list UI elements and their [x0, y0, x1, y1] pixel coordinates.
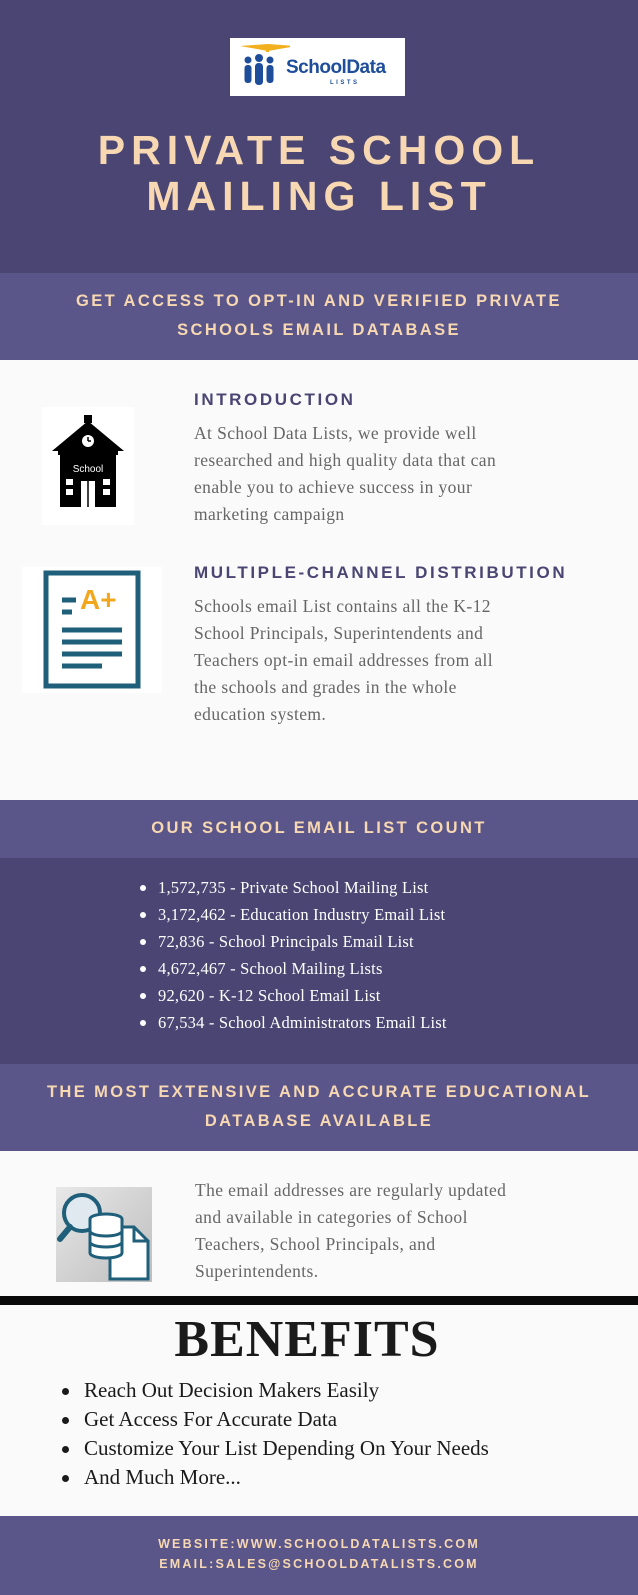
count-item: [140, 955, 447, 982]
database-line: The email addresses are regularly updated: [195, 1180, 507, 1200]
access-banner-line1: GET ACCESS TO OPT-IN AND VERIFIED PRIVATE: [76, 292, 562, 310]
count-item-text: 67,534 - School Administrators Email List: [158, 1013, 447, 1032]
extensive-banner-line2: DATABASE AVAILABLE: [204, 1112, 434, 1130]
distribution-line: education system.: [194, 704, 327, 724]
page-title-line2: MAILING LIST: [146, 173, 492, 219]
count-item: [140, 1009, 447, 1036]
count-item-text: 1,572,735 - Private School Mailing List: [158, 878, 429, 897]
benefits-title: BENEFITS: [174, 1311, 440, 1368]
extensive-banner-line1: THE MOST EXTENSIVE AND ACCURATE EDUCATIONAL: [46, 1083, 592, 1101]
bullet: [140, 939, 146, 945]
distribution-line: the schools and grades in the whole: [194, 677, 457, 697]
footer-website-link[interactable]: WEBSITE:WWW.SCHOOLDATALISTS.COM: [158, 1537, 480, 1551]
bullet: [62, 1417, 69, 1424]
count-item-text: 92,620 - K-12 School Email List: [158, 986, 381, 1005]
bullet: [140, 993, 146, 999]
bullet: [140, 912, 146, 918]
distribution-line: Teachers opt-in email addresses from all: [194, 650, 494, 670]
grade-report-icon: [22, 567, 162, 693]
count-item: [140, 928, 447, 955]
distribution-text: [194, 593, 493, 728]
intro-line: At School Data Lists, we provide well: [194, 423, 477, 443]
bullet: [140, 1020, 146, 1026]
footer-email-link[interactable]: EMAIL:SALES@SCHOOLDATALISTS.COM: [159, 1557, 479, 1571]
logo-name: SchoolData: [286, 57, 386, 78]
access-banner-line2: SCHOOLS EMAIL DATABASE: [177, 321, 461, 339]
logo-subtitle: LISTS: [330, 80, 360, 86]
count-item: [140, 901, 447, 928]
intro-line: marketing campaign: [194, 504, 345, 524]
benefit-item-text: Get Access For Accurate Data: [84, 1407, 338, 1431]
intro-heading: INTRODUCTION: [194, 390, 356, 409]
count-list: [140, 874, 447, 1036]
school-building-icon: [42, 407, 134, 525]
logo-people-icon: [238, 40, 290, 92]
school-icon-label: School: [72, 464, 104, 475]
benefit-item: [62, 1405, 489, 1434]
bullet: [62, 1446, 69, 1453]
intro-text: [194, 420, 496, 528]
extensive-banner: [0, 1064, 638, 1151]
database-line: Superintendents.: [195, 1261, 319, 1281]
intro-line: researched and high quality data that can: [194, 450, 497, 470]
page-title: [0, 127, 638, 219]
count-item: [140, 982, 447, 1009]
distribution-heading: MULTIPLE-CHANNEL DISTRIBUTION: [194, 563, 568, 582]
benefit-item: [62, 1434, 489, 1463]
bullet: [140, 966, 146, 972]
database-text: [195, 1177, 506, 1285]
count-banner-title: OUR SCHOOL EMAIL LIST COUNT: [151, 819, 487, 837]
bullet: [62, 1475, 69, 1482]
page-title-line1: PRIVATE SCHOOL: [97, 127, 541, 173]
bullet: [140, 885, 146, 891]
benefit-item-text: And Much More...: [84, 1465, 241, 1489]
benefits-list: [62, 1376, 489, 1492]
benefit-item: [62, 1376, 489, 1405]
footer: [0, 1516, 638, 1595]
distribution-line: School Principals, Superintendents and: [194, 623, 484, 643]
benefit-item-text: Reach Out Decision Makers Easily: [84, 1378, 380, 1402]
count-item-text: 72,836 - School Principals Email List: [158, 932, 414, 951]
distribution-line: Schools email List contains all the K-12: [194, 596, 491, 616]
benefit-item: [62, 1463, 489, 1492]
access-banner: [0, 273, 638, 360]
bullet: [62, 1388, 69, 1395]
database-line: Teachers, School Principals, and: [195, 1234, 436, 1254]
count-item: [140, 874, 447, 901]
divider: [0, 1296, 638, 1305]
database-search-icon: [56, 1187, 152, 1282]
count-item-text: 3,172,462 - Education Industry Email List: [158, 905, 446, 924]
count-item-text: 4,672,467 - School Mailing Lists: [158, 959, 383, 978]
intro-line: enable you to achieve success in your: [194, 477, 473, 497]
count-banner: [0, 800, 638, 858]
benefit-item-text: Customize Your List Depending On Your Needs: [84, 1436, 489, 1460]
grade-icon-label: A+: [80, 584, 117, 615]
database-line: and available in categories of School: [195, 1207, 468, 1227]
